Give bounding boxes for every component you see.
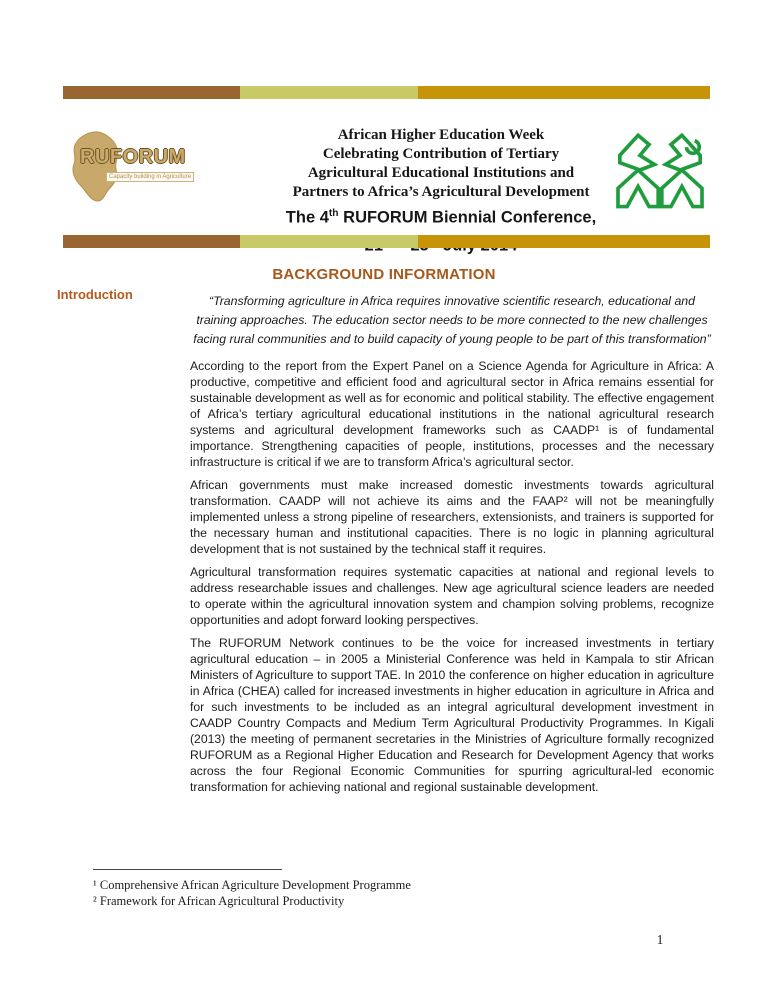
conference-name-text: RUFORUM Biennial Conference,: [338, 208, 597, 227]
bar-segment-gold: [418, 86, 710, 99]
footnote: ¹ Comprehensive African Agriculture Development Programme: [93, 878, 411, 892]
sidebar-label-introduction: Introduction: [57, 287, 133, 302]
bar-segment-brown: [63, 86, 240, 99]
footnotes: [93, 877, 593, 909]
body-paragraph: Agricultural transformation requires systematic capacities at national and regional levels to address researchable issues and challenges. New age agricultural science leaders are needed to operate within the agricultural innovation system and champion solving problems, recognize opportunities and adopt forward looking perspectives.: [190, 565, 714, 627]
header-title-line: Partners to Africa’s Agricultural Development: [292, 184, 590, 200]
body-paragraph: The RUFORUM Network continues to be the voice for increased investments in tertiary agricultural education – in 2005 a Ministerial Conference was held in Kampala to stir African Ministers of Agriculture to support TAE. In 2010 the conference on higher education in agriculture in Africa (CHEA) called for increased investments in higher education in agriculture in Africa and for such investments to be included as an integral agricultural development investment in CAADP Country Compacts and Medium Term Agricultural Productivity Programmes. In Kigali (2013) the meeting of permanent secretaries in the Ministries of Agriculture formally recognized RUFORUM as a Regional Higher Education and Research for Development Agency that works across the four Regional Economic Communities for spurring agricultural-led economic transformation for achieving national and regional sustainable development.: [190, 636, 714, 794]
bar-segment-gold: [418, 235, 710, 248]
page-number: 1: [656, 932, 664, 947]
header-title-line: Agricultural Educational Institutions and: [307, 165, 575, 181]
footnote-separator: [93, 869, 282, 870]
ruforum-logo: [64, 130, 192, 204]
bar-segment-olive: [240, 86, 418, 99]
bar-segment-brown: [63, 235, 240, 248]
decorative-bar-bottom: [63, 235, 710, 248]
body-paragraph: According to the report from the Expert Panel on a Science Agenda for Agriculture in Africa: A productive, competitive and efficient food and agricultural sector in Africa remains essential for sustainable development as well as for economic and political stability. The effective engagement of Africa’s tertiary agricultural educational institutions in the national agricultural research systems and agricultural development frameworks such as CAADP¹ is of fundamental importance. Strengthening capacities of people, institutions, processes and the necessary infrastructure is critical if we are to transform Africa’s agricultural sector.: [190, 359, 714, 469]
conference-name-text: The 4: [285, 208, 329, 227]
conference-name: [258, 202, 624, 230]
emblem-shapes: [618, 135, 702, 206]
partner-emblem-logo: [612, 128, 708, 212]
emblem-chevron-left: [618, 170, 658, 207]
ruforum-logo-tagline: Capacity building in Agriculture: [106, 172, 194, 182]
section-heading: BACKGROUND INFORMATION: [272, 266, 496, 283]
body-content: [190, 292, 714, 802]
footnote: ² Framework for African Agricultural Productivity: [93, 894, 345, 908]
decorative-bar-top: [63, 86, 710, 99]
header-title-line: Celebrating Contribution of Tertiary: [322, 146, 560, 162]
ruforum-logo-wordmark: RUFORUM: [80, 146, 186, 168]
pull-quote: “Transforming agriculture in Africa requires innovative scientific research, educational and training approaches. The education sector needs to be more connected to the new challenges facing rural communities and to build capacity of young people to be part of this transformation”: [193, 294, 711, 346]
emblem-bird-left: [620, 135, 655, 170]
emblem-chevron-right: [662, 170, 702, 207]
header-title-line: African Higher Education Week: [337, 127, 545, 143]
body-paragraph: African governments must make increased domestic investments towards agricultural transformation. CAADP will not achieve its aims and the FAAP² will not be meaningfully implemented unless a strong pipeline of researchers, extensionists, and trainers is supported for the necessary human and institutional capacities. There is no logic in planning agricultural development that is not sustained by the technical staff it requires.: [190, 478, 714, 556]
ordinal-superscript: th: [328, 208, 339, 219]
bar-segment-olive: [240, 235, 418, 248]
